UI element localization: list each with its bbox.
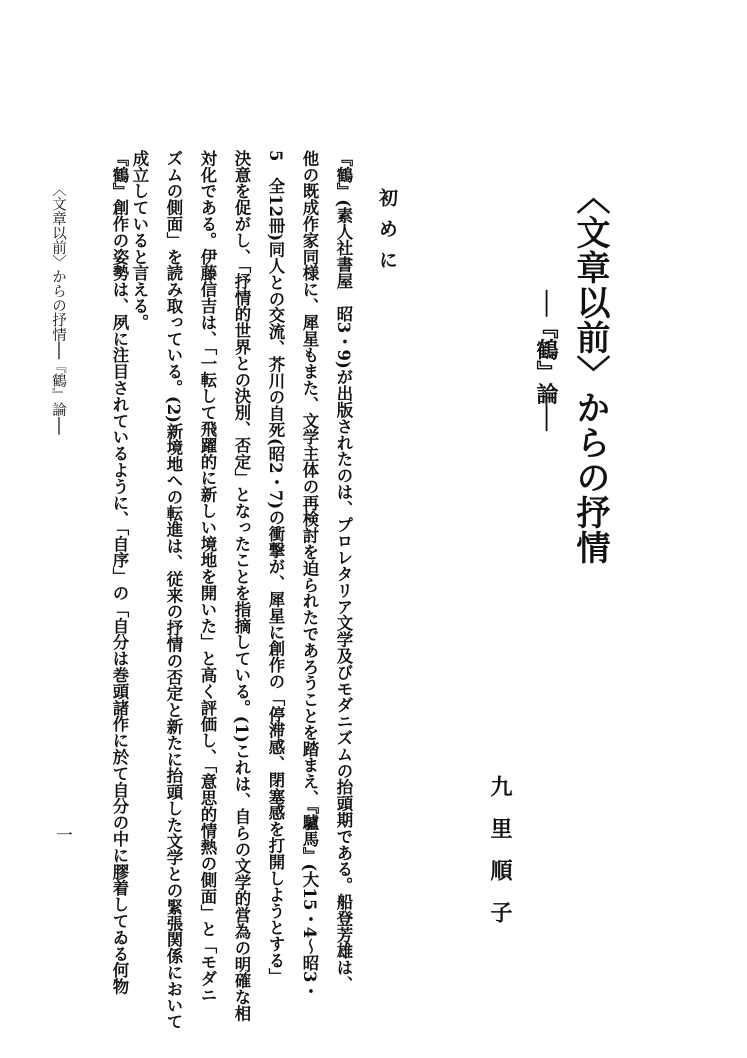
body-line: 成立していると言える。 (130, 150, 149, 331)
body-line: 5 全12冊)同人との交流、芥川の自死(昭2・7)の衝撃が、犀星に創作の「停滞感、閉塞感を打開しようとする」 (266, 150, 285, 985)
body-line: 対化である。伊藤信吉は、「一転して飛躍的に新しい境地を開いた」と高く評価し、「意思的情熱の側面」と「モダニ (198, 150, 217, 1003)
author-name: 九里順子 (487, 775, 512, 943)
running-head: 〈文章以前〉からの抒情──『鶴』論── (50, 182, 66, 435)
article-subtitle: ──『鶴』論── (533, 290, 558, 431)
page-number: 一 (52, 826, 72, 843)
body-line: 『鶴』(素人社書屋 昭3・9)が出版されたのは、プロレタリア文学及びモダニズムの抬頭期である。船登芳雄は、 (334, 150, 353, 992)
article-title: 〈文章以前〉からの抒情 (570, 180, 610, 565)
section-heading: 初めに (376, 188, 398, 281)
body-line: 他の既成作家同様に、犀星もまた、文学主体の再検討を迫られたであろうことを踏まえ、『驢馬』(大15・4〜昭3・ (300, 150, 319, 999)
body-line: 『鶴』創作の姿勢は、夙に注目されているように、「自序」の「自分は巻頭諸作に於て自分の中に膠着してゐる何物 (110, 150, 129, 995)
body-line: 決意を促がし、「抒情的世界との決別、否定」となったことを指摘している。(1)これは、自らの文学的営為の明確な相 (232, 150, 251, 1022)
body-line: ズムの側面」を読み取っている。(2)新境地への転進は、従来の抒情の否定と新たに抬頭した文学との緊張関係において (164, 150, 183, 1030)
